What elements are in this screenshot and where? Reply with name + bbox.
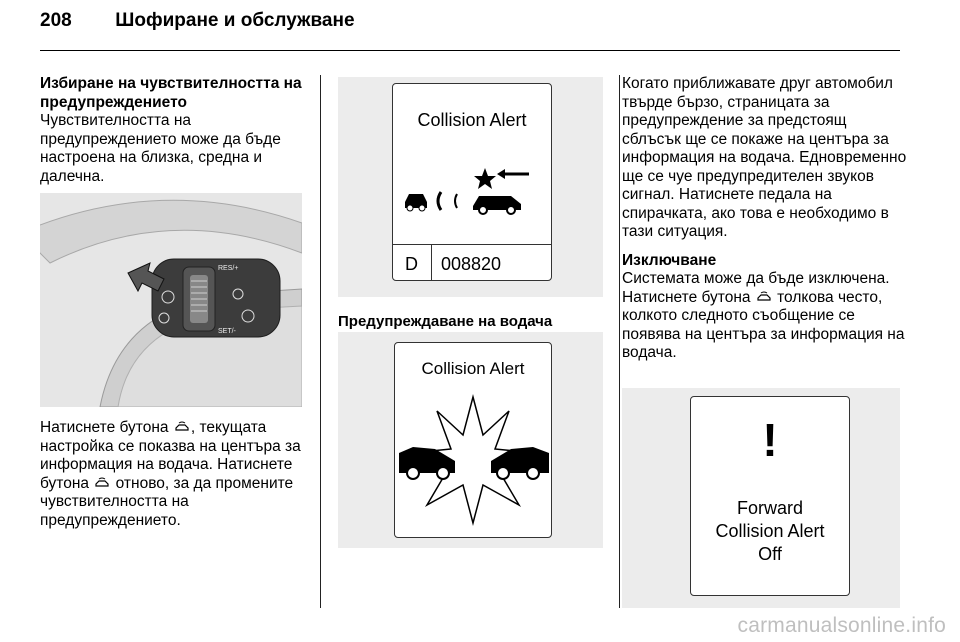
exclamation-mark: ! [762, 414, 778, 466]
collision-warning-figure [338, 332, 603, 548]
off-display-line-1: Forward [736, 498, 803, 518]
column-1-lower [40, 419, 305, 530]
display-title: Collision Alert [417, 110, 527, 130]
column-divider-1 [320, 75, 321, 608]
paragraph-approaching-vehicle: Когато приближавате друг автомобил твърде бързо, страницата за предупреждение за предстоящ сблъсък ще се покаже на центъра за информация на водача. Едновременно ще се чуе предупредителен звуков сигнал. Натиснете педала на спирачката, ако това е необходимо в тази ситуация. [622, 75, 907, 240]
follow-distance-graphic [399, 162, 547, 220]
impact-graphic [395, 391, 551, 531]
watermark: carmanualsonline.info [737, 614, 946, 637]
page-title: Шофиране и обслужване [115, 10, 355, 31]
page-header [40, 10, 355, 32]
collision-alert-button-icon [95, 477, 109, 489]
collision-alert-button-icon [757, 291, 771, 303]
column-divider-2 [619, 75, 620, 608]
paragraph-press-button: Натиснете бутона , текущата настройка се показва на центъра за информация на водача. Натиснете бутона отново, за да промените чувствителността на предупреждението. [40, 419, 301, 529]
page-number: 208 [40, 10, 72, 31]
column-3 [622, 75, 907, 363]
section-heading-turn-off: Изключване [622, 251, 717, 269]
gear-indicator: D [405, 254, 418, 274]
warning-display-title: Collision Alert [421, 359, 525, 378]
display-panel [392, 83, 552, 281]
odometer-value: 008820 [441, 254, 502, 274]
column-1 [40, 75, 305, 186]
svg-text:RES/+: RES/+ [218, 265, 239, 272]
figure-caption-driver-warning: Предупреждаване на водача [338, 313, 553, 330]
forward-collision-alert-off-figure [622, 388, 900, 608]
collision-alert-button-icon [175, 421, 189, 433]
collision-alert-display-figure [338, 77, 603, 297]
off-display-line-3: Off [758, 544, 782, 564]
header-divider [40, 50, 900, 51]
paragraph-sensitivity: Чувствителността на предупреждението може да бъде настроена на близка, средна и далечна. [40, 112, 281, 185]
section-heading-sensitivity: Избиране на чувствителността на предупреждението [40, 75, 302, 111]
svg-text:SET/-: SET/- [218, 328, 236, 335]
steering-wheel-figure [40, 193, 302, 407]
off-display-panel [690, 396, 850, 596]
off-display-line-2: Collision Alert [715, 521, 825, 541]
warning-display-panel [394, 342, 552, 538]
paragraph-turn-off: Системата може да бъде изключена. Натиснете бутона толкова често, колкото следното съобщение се появява на центъра за информация на водача. [622, 270, 905, 361]
